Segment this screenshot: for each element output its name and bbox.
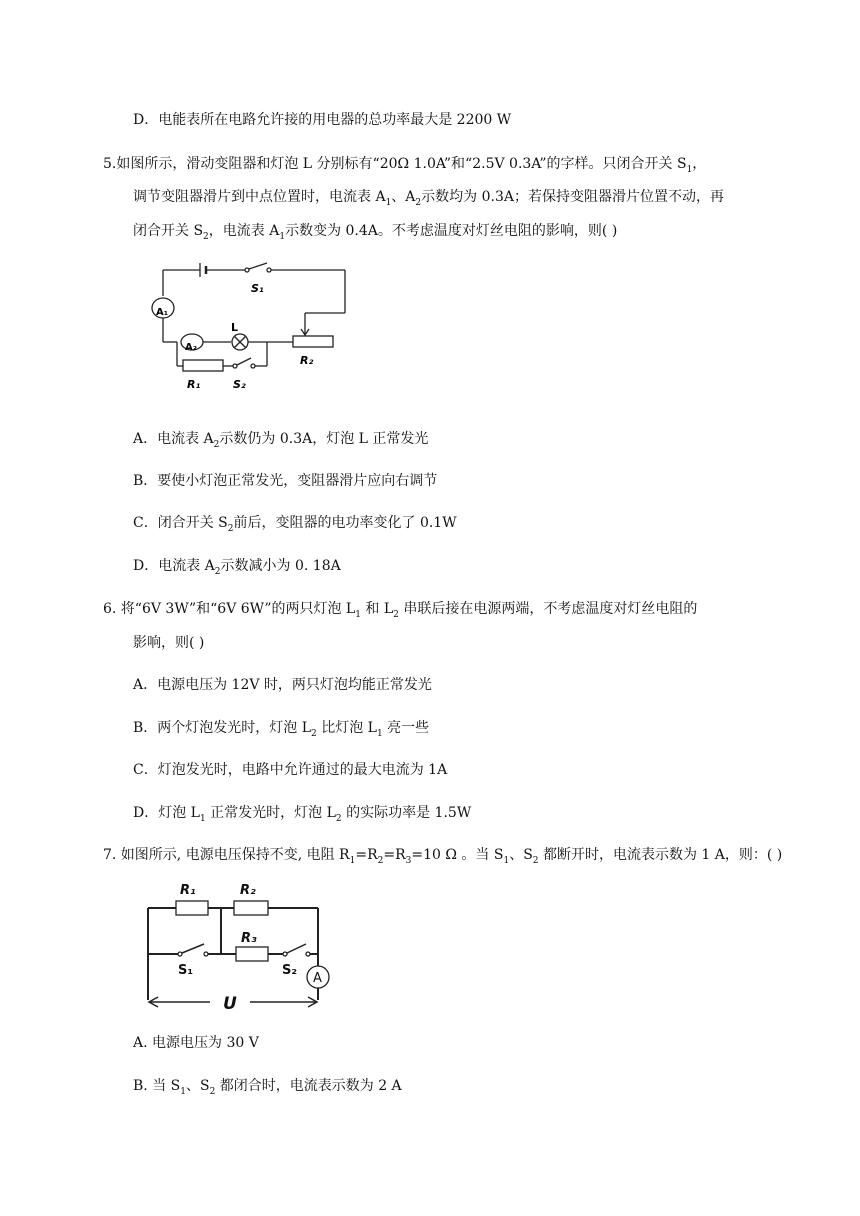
resistor-r3 — [236, 947, 268, 961]
label-s1: S₁ — [178, 963, 194, 978]
q6-option-c: C．灯泡发光时，电路中允许通过的最大电流为 1A — [133, 762, 448, 778]
resistor-r1 — [176, 901, 208, 915]
label-l: L — [231, 321, 239, 334]
label-r2: R₂ — [240, 883, 256, 898]
resistor-r2 — [234, 901, 268, 915]
q5-circuit-diagram — [145, 258, 355, 398]
label-a2: A₂ — [185, 342, 198, 353]
q7-stem-line1: 7. 如图所示, 电源电压保持不变, 电阻 $R_1=R_2=R_3=10$ Ω 。当 $S_1$、$S_2$ 都断开时，电流表示数为 1 A，则：( ) — [103, 847, 783, 866]
q6-option-d: D．灯泡 $L_1$ 正常发光时，灯泡 $L_2$ 的实际功率是 1.5W — [133, 805, 472, 824]
label-a1: A₁ — [156, 307, 169, 318]
q5-stem-line1: 5.如图所示，滑动变阻器和灯泡 L 分别标有“20Ω 1.0A”和“2.5V 0.3A”的字样。只闭合开关 $S_1$， — [103, 156, 707, 175]
q6-stem-line1: 6. 将“6V 3W”和“6V 6W”的两只灯泡 $L_1$ 和 $L_2$ 串联后接在电源两端，不考虑温度对灯丝电阻的 — [103, 601, 698, 620]
q6-option-b: B．两个灯泡发光时，灯泡 $L_2$ 比灯泡 $L_1$ 亮一些 — [133, 720, 430, 739]
q7-option-b: B. 当 $S_1$、$S_2$ 都闭合时，电流表示数为 2 A — [133, 1078, 402, 1097]
q4-option-d: D．电能表所在电路允许接的用电器的总功率最大是 2200 W — [133, 112, 512, 128]
q5-option-c: C．闭合开关 $S_2$前后，变阻器的电功率变化了 0.1W — [133, 515, 457, 534]
label-r3: R₃ — [241, 931, 257, 946]
switch-s2 — [237, 358, 251, 365]
switch-s1 — [182, 944, 204, 953]
q6-option-a: A．电源电压为 12V 时，两只灯泡均能正常发光 — [133, 677, 432, 693]
rheostat-r2 — [293, 336, 333, 347]
label-a: A — [313, 971, 322, 986]
switch-s2 — [287, 944, 306, 953]
q5-stem-line2: 调节变阻器滑片到中点位置时，电流表 $A_1$、$A_2$示数均为 0.3A；若保持变阻器滑片位置不动，再 — [133, 189, 724, 208]
label-r1: R₁ — [180, 883, 196, 898]
label-u: U — [223, 994, 237, 1014]
resistor-r1 — [183, 360, 223, 371]
q5-option-d: D．电流表 $A_2$示数减小为 0. 18A — [133, 558, 341, 577]
q7-circuit-diagram — [128, 876, 338, 1016]
switch-s1 — [249, 263, 267, 269]
label-r1: R₁ — [187, 378, 201, 391]
q5-option-b: B．要使小灯泡正常发光，变阻器滑片应向右调节 — [133, 473, 438, 489]
label-r2: R₂ — [300, 354, 314, 367]
label-s2: S₂ — [282, 963, 298, 978]
q5-stem-line3: 闭合开关 $S_2$，电流表 $A_1$示数变为 0.4A。不考虑温度对灯丝电阻的影响，则( ) — [133, 223, 618, 242]
label-s2: S₂ — [233, 378, 246, 391]
q5-option-a: A．电流表 $A_2$示数仍为 0.3A，灯泡 L 正常发光 — [133, 431, 429, 450]
q7-option-a: A. 电源电压为 30 V — [133, 1035, 259, 1051]
label-s1: S₁ — [251, 282, 264, 295]
q6-stem-line2: 影响，则( ) — [133, 635, 205, 651]
